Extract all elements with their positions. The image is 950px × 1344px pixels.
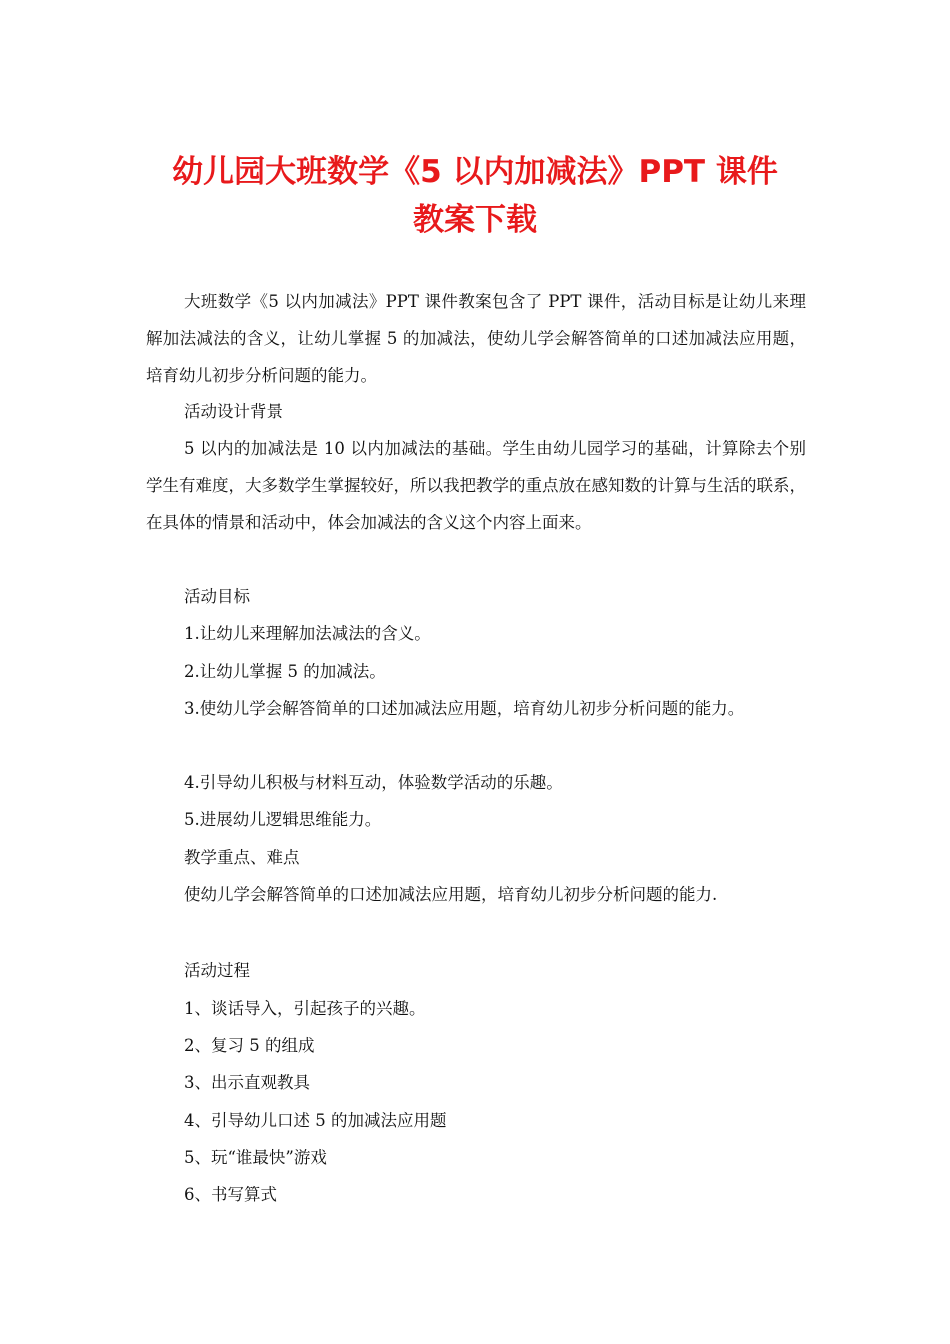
process-step-4: 4、引导幼儿口述 5 的加减法应用题 bbox=[184, 1111, 447, 1130]
process-step-1: 1、谈话导入，引起孩子的兴趣。 bbox=[184, 999, 426, 1018]
goal-item-4: 4.引导幼儿积极与材料互动，体验数学活动的乐趣。 bbox=[184, 773, 563, 792]
goal-item-3: 3.使幼儿学会解答简单的口述加减法应用题，培育幼儿初步分析问题的能力。 bbox=[184, 699, 745, 718]
document-title-line-2: 教案下载 bbox=[413, 202, 537, 238]
goals-heading: 活动目标 bbox=[184, 587, 250, 606]
process-step-6: 6、书写算式 bbox=[184, 1185, 277, 1204]
goal-item-5: 5.进展幼儿逻辑思维能力。 bbox=[184, 810, 382, 829]
process-heading: 活动过程 bbox=[184, 961, 250, 980]
process-step-5: 5、玩“谁最快”游戏 bbox=[184, 1148, 327, 1167]
process-step-2: 2、复习 5 的组成 bbox=[184, 1036, 315, 1055]
background-heading: 活动设计背景 bbox=[184, 402, 283, 421]
key-points-heading: 教学重点、难点 bbox=[184, 848, 300, 867]
background-paragraph: 5 以内的加减法是 10 以内加减法的基础。学生由幼儿园学习的基础，计算除去个别学生有难度，大多数学生掌握较好，所以我把教学的重点放在感知数的计算与生活的联系，在具体的情景和活动中，体会加减法的含义这个内容上面来。 bbox=[146, 439, 806, 532]
goal-item-2: 2.让幼儿掌握 5 的加减法。 bbox=[184, 662, 386, 681]
goal-item-1: 1.让幼儿来理解加法减法的含义。 bbox=[184, 624, 431, 643]
document-title-line-1: 幼儿园大班数学《5 以内加减法》PPT 课件 bbox=[172, 154, 778, 190]
key-points-paragraph: 使幼儿学会解答简单的口述加减法应用题，培育幼儿初步分析问题的能力. bbox=[184, 885, 718, 904]
intro-paragraph: 大班数学《5 以内加减法》PPT 课件教案包含了 PPT 课件，活动目标是让幼儿来理解加法减法的含义，让幼儿掌握 5 的加减法，使幼儿学会解答简单的口述加减法应用题，培育幼儿初步分析问题的能力。 bbox=[146, 292, 806, 385]
process-step-3: 3、出示直观教具 bbox=[184, 1073, 310, 1092]
